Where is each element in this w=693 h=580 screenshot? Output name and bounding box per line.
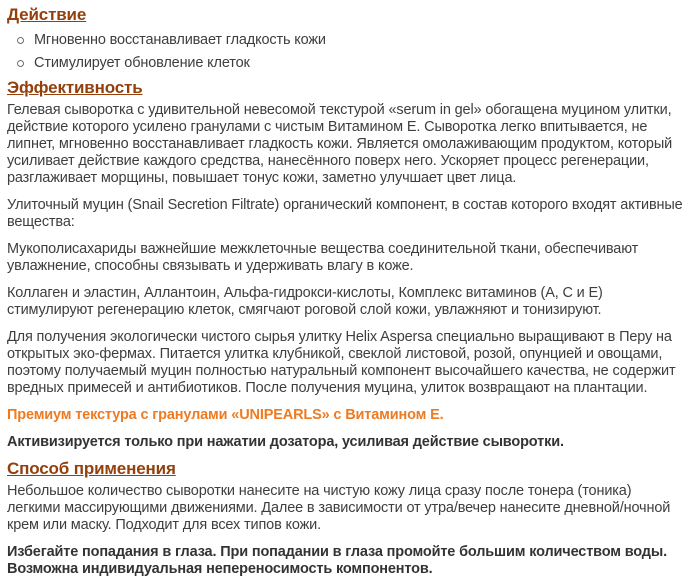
section-usage (7, 459, 687, 578)
paragraph-snail-mucin: Улиточный муцин (Snail Secretion Filtrate) органический компонент, в состав которого входят активные вещества: (7, 197, 683, 230)
bullet-text: Мгновенно восстанавливает гладкость кожи (34, 32, 326, 48)
circle-bullet-icon (17, 60, 24, 67)
usage-heading: Способ применения (7, 459, 176, 478)
section-effectiveness (7, 78, 687, 451)
paragraph-mucopolysaccharides: Мукополисахариды важнейшие межклеточные вещества соединительной ткани, обеспечивают увлажнение, способны связывать и удерживать влагу в коже. (7, 241, 639, 274)
premium-texture-note: Премиум текстура с гранулами «UNIPEARLS» с Витамином Е. (7, 407, 444, 423)
bullet-item (34, 32, 687, 49)
bullet-item (34, 55, 687, 72)
bullet-text: Стимулирует обновление клеток (34, 55, 250, 71)
warning-note: Избегайте попадания в глаза. При попадании в глаза промойте большим количеством воды. Возможна индивидуальная непереносимость компонентов. (7, 544, 667, 577)
circle-bullet-icon (17, 37, 24, 44)
paragraph-gel-serum: Гелевая сыворотка с удивительной невесомой текстурой «serum in gel» обогащена муцином улитки, действие которого усилено гранулами с чистым Витамином Е. Сыворотка легко впитывается, не липнет, мгновенно восстанавливает гладкость кожи. Является омолаживающим продуктом, который усиливает действие каждого средства, нанесённого поверх него. Ускоряет процесс регенерации, разглаживает морщины, повышает тонус кожи, заметно улучшает цвет лица. (7, 102, 673, 186)
paragraph-helix-aspersa: Для получения экологически чистого сырья улитку Helix Aspersa специально выращивают в Перу на открытых эко-фермах. Питается улитка клубникой, свеклой листовой, розой, опунцией и овощами, поэтому получаемый муцин полностью натуральный компонент высочайшего качества, не содержит вредных примесей и антибиотиков. После получения муцина, улиток возвращают на плантации. (7, 329, 676, 396)
effectiveness-heading: Эффективность (7, 78, 143, 97)
action-bullet-list (7, 32, 687, 72)
paragraph-collagen: Коллаген и эластин, Аллантоин, Альфа-гидрокси-кислоты, Комплекс витаминов (А, С и Е) стимулируют регенерацию клеток, смягчают роговой слой кожи, увлажняют и тонизируют. (7, 285, 603, 318)
section-action (7, 5, 687, 72)
activation-note: Активизируется только при нажатии дозатора, усиливая действие сыворотки. (7, 434, 564, 450)
action-heading: Действие (7, 5, 87, 24)
usage-instructions: Небольшое количество сыворотки нанесите на чистую кожу лица сразу после тонера (тоника) легкими массирующими движениями. Далее в зависимости от утра/вечер нанесите дневной/ночной крем или маску. Подходит для всех типов кожи. (7, 483, 671, 533)
